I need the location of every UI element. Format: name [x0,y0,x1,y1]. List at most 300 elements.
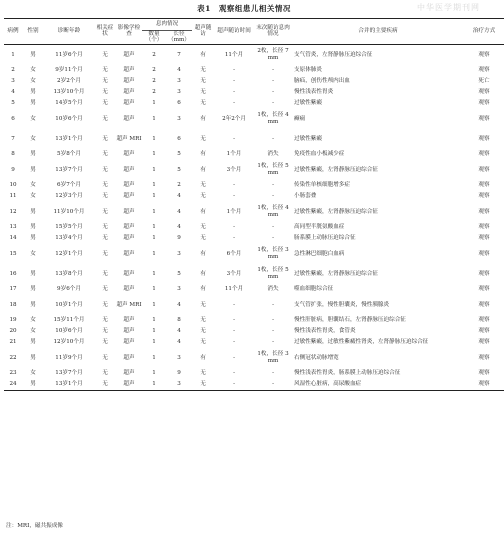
cell-sex: 女 [30,78,36,85]
cell-last-followup: - [272,224,274,231]
cell-imaging: 超声 [123,235,135,242]
cell-sex: 男 [22,379,44,391]
header-symptom: 相关症状 [94,19,116,45]
cell-last-followup: 1枚，长径 3 mm [257,247,289,260]
cell-case-no: 17 [9,286,17,293]
cell-last-followup: - [272,78,274,85]
cell-us-followup: 无 [200,182,206,189]
cell-last-followup: - [272,328,274,335]
cell-us-followup: 无 [200,89,206,96]
cell-imaging: 超声 [123,182,135,189]
cell-treatment: 观察 [478,89,490,96]
cell-length: 2 [177,182,181,189]
header-polyp-group: 息肉情况 [142,19,192,31]
cell-imaging: 超声 [123,250,135,257]
cell-treatment: 观察 [478,224,490,231]
cell-us-followup: 有 [200,354,206,361]
cell-imaging: 超声 [123,193,135,200]
cell-case-no: 24 [4,379,22,391]
cell-length: 3 [177,78,181,85]
cell-treatment: 观察 [478,370,490,377]
cell-length: 7 [177,51,181,58]
cell-us-followup: 无 [200,370,206,377]
cell-symptom: 无 [102,51,108,58]
cell-symptom: 无 [102,100,108,107]
cell-last-followup: - [272,135,274,142]
cell-sex: 女 [30,317,36,324]
cell-imaging: 超声 [123,89,135,96]
cell-age: 11岁9个月 [55,354,83,361]
cell-us-followup-time: - [233,317,235,324]
table-row [4,244,504,264]
cell-treatment: 观察 [478,193,490,200]
cell-imaging: 超声 [123,166,135,173]
cell-sex: 女 [30,67,36,74]
cell-symptom: 无 [102,235,108,242]
cell-disease: 高同型半胱氨酸血症 [294,224,345,231]
cell-treatment: 观察 [478,301,490,308]
cell-disease: 小肠套叠 [294,193,317,200]
cell-age: 2岁2个月 [57,78,81,85]
cell-case-no: 10 [9,182,17,189]
header-last-followup: 末次随访息肉情况 [254,19,292,45]
cell-count: 1 [152,182,156,189]
cell-length: 4 [177,67,181,74]
cell-treatment: 死亡 [478,78,490,85]
table-footnote: 注：MRI，磁共振成像 [6,523,63,529]
cell-age: 13岁4个月 [55,235,83,242]
cell-symptom: 无 [102,67,108,74]
cell-last-followup: 消失 [267,286,279,293]
cell-treatment: 观察 [478,354,490,361]
cell-disease: 慢性浅表性胃炎 [294,89,334,96]
cell-symptom: 无 [102,166,108,173]
cell-us-followup: 有 [200,286,206,293]
cell-sex: 男 [30,354,36,361]
cell-age: 12岁10个月 [53,339,85,346]
cell-age: 9岁11个月 [55,67,83,74]
cell-last-followup: - [272,317,274,324]
table-row [4,180,504,191]
cell-length: 6 [177,100,181,107]
cell-us-followup: 无 [200,78,206,85]
cell-last-followup: 1枚，长径 4 mm [257,112,289,125]
cell-us-followup: 无 [200,224,206,231]
cell-us-followup: 无 [200,328,206,335]
cell-us-followup-time: - [233,328,235,335]
cell-sex: 男 [30,51,36,58]
cell-count: 1 [152,250,156,257]
cell-length: 8 [177,317,181,324]
cell-sex: 男 [30,166,36,173]
cell-us-followup: 有 [200,270,206,277]
cell-us-followup-time: - [233,67,235,74]
cell-case-no: 6 [11,115,15,122]
cell-symptom: 无 [102,250,108,257]
cell-symptom: 无 [102,193,108,200]
cell-us-followup: 无 [200,339,206,346]
cell-disease: 过敏性紫癜 [294,100,322,107]
cell-symptom: 无 [102,224,108,231]
watermark-logo: 中华医学期刊网 [417,3,480,12]
cell-imaging: 超声 [123,224,135,231]
table-row [4,44,504,65]
cell-disease: 过敏性紫癜，左肾静脉压迫综合征 [294,166,378,173]
cell-treatment: 观察 [478,235,490,242]
cell-sex: 男 [30,208,36,215]
cell-us-followup-time: 1个月 [226,151,242,158]
cell-case-no: 19 [9,317,17,324]
table-row [4,129,504,149]
cell-length: 3 [166,379,192,391]
table-row [4,98,504,109]
cell-length: 9 [177,235,181,242]
cell-length: 3 [177,354,181,361]
cell-symptom: 无 [102,182,108,189]
cell-sex: 女 [30,370,36,377]
cell-case-no: 3 [11,78,15,85]
cell-us-followup-time: - [233,301,235,308]
table-body [4,44,504,390]
cell-sex: 女 [30,250,36,257]
cell-disease: 癫痫 [294,115,306,122]
table-row [4,233,504,244]
cell-age: 10岁1个月 [55,301,83,308]
cell-case-no: 22 [9,354,17,361]
cell-sex: 男 [30,286,36,293]
table-row [4,326,504,337]
cell-disease: 过敏性紫癜，左肾静脉压迫综合征 [294,208,378,215]
cell-symptom: 无 [102,339,108,346]
cell-symptom: 无 [102,354,108,361]
cell-age: 13岁1个月 [55,135,83,142]
cell-last-followup: 1枚，长径 3 mm [257,351,289,364]
cell-sex: 女 [30,328,36,335]
cell-symptom: 无 [102,286,108,293]
cell-count: 1 [152,354,156,361]
table-row [4,264,504,284]
table-row [4,191,504,202]
cell-age: 6岁7个月 [57,182,81,189]
cell-us-followup-time: - [233,89,235,96]
cell-count: 2 [152,78,156,85]
cell-treatment: 观察 [478,51,490,58]
cell-length: 3 [177,286,181,293]
header-us-followup: 超声随访 [192,19,214,45]
cell-treatment: 观察 [478,339,490,346]
table-row [4,315,504,326]
table-header [4,19,504,45]
cell-sex: 男 [30,100,36,107]
cell-treatment: 观察 [478,286,490,293]
cell-last-followup: 消失 [267,151,279,158]
cell-us-followup-time: - [233,224,235,231]
cell-us-followup: 无 [200,67,206,74]
cell-us-followup-time: - [233,193,235,200]
cell-disease: 传染性单核细胞增多症 [294,182,350,189]
cell-us-followup: 有 [200,51,206,58]
cell-treatment: 观察 [478,100,490,107]
table-row [4,160,504,180]
cell-disease: 风湿性心脏病，高尿酸血症 [292,379,464,391]
cell-length: 3 [177,250,181,257]
cell-last-followup: 1枚，长径 5 mm [257,267,289,280]
cell-count: 2 [152,89,156,96]
cell-length: 4 [177,339,181,346]
cell-case-no: 14 [9,235,17,242]
cell-count: 1 [152,193,156,200]
cell-imaging: 超声 [123,317,135,324]
table-row [4,65,504,76]
cell-sex: 女 [30,193,36,200]
cell-us-followup-time: 1个月 [226,208,242,215]
cell-count: 1 [152,135,156,142]
cell-count: 1 [152,370,156,377]
cell-disease: 噬血细胞综合征 [294,286,334,293]
cell-age: 13岁7个月 [55,166,83,173]
header-count: 数量（个） [142,31,166,45]
cell-imaging: 超声 [123,51,135,58]
cell-symptom: 无 [102,270,108,277]
cell-us-followup: 无 [200,100,206,107]
cell-treatment: 观察 [478,328,490,335]
cell-symptom: 无 [102,370,108,377]
cell-age: 14岁5个月 [55,100,83,107]
cell-case-no: 1 [11,51,15,58]
cell-disease: 过敏性紫癜 [294,135,322,142]
cell-us-followup-time: - [214,379,254,391]
table-row [4,368,504,379]
cell-disease: 急性淋巴细胞白血病 [294,250,345,257]
cell-last-followup: - [254,379,292,391]
cell-sex: 女 [30,115,36,122]
cell-age: 11岁6个月 [55,51,83,58]
cell-age: 12岁3个月 [55,193,83,200]
cell-symptom: 无 [102,301,108,308]
cell-us-followup-time: - [233,100,235,107]
cell-treatment: 观察 [478,151,490,158]
cell-case-no: 4 [11,89,15,96]
cell-last-followup: 1枚，长径 4 mm [257,205,289,218]
header-sex: 性别 [22,19,44,45]
cell-sex: 男 [30,89,36,96]
cell-count: 1 [152,151,156,158]
cell-treatment: 观察 [478,115,490,122]
cell-imaging: 超声 [123,370,135,377]
cell-us-followup-time: 11个月 [224,51,244,58]
cell-treatment: 观察 [478,208,490,215]
cell-us-followup: 有 [200,166,206,173]
cell-us-followup: 有 [200,151,206,158]
cell-us-followup: 无 [192,379,214,391]
cell-imaging: 超声 [123,270,135,277]
cell-symptom: 无 [94,379,116,391]
cell-case-no: 18 [9,301,17,308]
cell-count: 1 [152,301,156,308]
cell-case-no: 12 [9,208,17,215]
cell-us-followup: 有 [200,250,206,257]
cell-case-no: 11 [9,193,17,200]
cell-us-followup-time: 11个月 [224,286,244,293]
cell-length: 3 [177,115,181,122]
cell-last-followup: - [272,67,274,74]
cell-us-followup-time: - [233,78,235,85]
cell-symptom: 无 [102,151,108,158]
cell-sex: 女 [30,182,36,189]
cell-disease: 肠系膜上动脉压迫综合征 [294,235,356,242]
cell-length: 4 [177,301,181,308]
cell-imaging: 超声 [123,328,135,335]
cell-us-followup-time: - [233,135,235,142]
cell-last-followup: - [272,89,274,96]
cell-sex: 女 [30,135,36,142]
cell-treatment: 观察 [478,182,490,189]
header-length: 长径（mm） [166,31,192,45]
cell-us-followup-time: - [233,354,235,361]
cell-age: 10岁6个月 [55,115,83,122]
header-imaging: 影像学检查 [116,19,142,45]
cell-us-followup: 有 [200,208,206,215]
cell-imaging: 超声 MRI [116,301,142,308]
cell-age: 10岁6个月 [55,328,83,335]
cell-disease: 支气管扩张，慢性胆囊炎，慢性胰腺炎 [294,301,390,308]
cell-us-followup-time: - [233,370,235,377]
cell-imaging: 超声 [123,100,135,107]
cell-symptom: 无 [102,78,108,85]
cell-us-followup-time: - [233,339,235,346]
cell-case-no: 23 [9,370,17,377]
cell-treatment: 观察 [478,67,490,74]
cell-length: 3 [177,89,181,96]
cell-age: 12岁1个月 [55,250,83,257]
cell-disease: 免疫性血小板减少症 [294,151,345,158]
cell-imaging: 超声 [123,115,135,122]
cell-imaging: 超声 [116,379,142,391]
cell-count: 2 [152,51,156,58]
cell-case-no: 9 [11,166,15,173]
table-row [4,109,504,129]
cell-imaging: 超声 [123,339,135,346]
cell-us-followup-time: 3个月 [226,166,242,173]
table-row [4,149,504,160]
cell-symptom: 无 [102,135,108,142]
cell-count: 1 [152,115,156,122]
cell-us-followup: 无 [200,317,206,324]
cell-symptom: 无 [102,328,108,335]
cell-disease: 脑疝，创伤性颅内出血 [294,78,350,85]
cell-us-followup-time: 6个月 [226,250,242,257]
cell-age: 9岁6个月 [57,286,81,293]
header-case-no: 病例 [4,19,22,45]
cell-disease: 过敏性紫癜，过敏性紫癜性肾炎，左肾静脉压迫综合征 [294,339,429,346]
cell-age: 11岁10个月 [53,208,85,215]
table-row [4,87,504,98]
cell-case-no: 5 [11,100,15,107]
table-row [4,337,504,348]
cell-imaging: 超声 [123,208,135,215]
cell-age: 15岁5个月 [55,224,83,231]
cell-last-followup: - [272,235,274,242]
cell-treatment: 观察 [478,135,490,142]
table-title: 表1 观察组患儿相关情况 [197,4,291,13]
cell-disease: 右侧冠状动脉增宽 [294,354,339,361]
cell-imaging: 超声 [123,286,135,293]
cell-count: 1 [152,270,156,277]
cell-us-followup: 无 [200,301,206,308]
cell-sex: 男 [30,151,36,158]
table-row [4,222,504,233]
cell-count: 1 [152,317,156,324]
cell-last-followup: 2枚，长径 7 mm [257,48,289,61]
cell-length: 5 [177,270,181,277]
cell-last-followup: - [272,370,274,377]
cell-disease: 支原体肺炎 [294,67,322,74]
cell-count: 1 [152,235,156,242]
cell-case-no: 16 [9,270,17,277]
cell-length: 4 [177,328,181,335]
cell-sex: 男 [30,301,36,308]
cell-age: 15岁11个月 [53,317,85,324]
cell-treatment: 观察 [464,379,504,391]
cell-imaging: 超声 MRI [116,135,142,142]
patient-table [4,18,504,391]
table-row [4,295,504,315]
cell-imaging: 超声 [123,78,135,85]
cell-disease: 支气管炎，左肾静脉压迫综合征 [294,51,373,58]
cell-case-no: 7 [11,135,15,142]
cell-length: 6 [177,135,181,142]
cell-count: 1 [152,224,156,231]
cell-length: 9 [177,370,181,377]
cell-imaging: 超声 [123,354,135,361]
cell-count: 1 [152,100,156,107]
cell-length: 4 [177,208,181,215]
cell-count: 2 [152,67,156,74]
cell-symptom: 无 [102,208,108,215]
cell-symptom: 无 [102,115,108,122]
cell-symptom: 无 [102,89,108,96]
cell-last-followup: - [272,193,274,200]
cell-last-followup: - [272,100,274,107]
cell-age: 13岁1个月 [44,379,94,391]
cell-us-followup-time: - [233,235,235,242]
cell-length: 4 [177,193,181,200]
cell-last-followup: 1枚，长径 5 mm [257,163,289,176]
cell-count: 1 [152,328,156,335]
cell-imaging: 超声 [123,151,135,158]
cell-case-no: 13 [9,224,17,231]
cell-count: 1 [142,379,166,391]
cell-us-followup: 无 [200,235,206,242]
cell-treatment: 观察 [478,317,490,324]
table-row [4,379,504,391]
table-row [4,202,504,222]
cell-treatment: 观察 [478,250,490,257]
cell-length: 5 [177,151,181,158]
cell-sex: 男 [30,224,36,231]
cell-length: 4 [177,224,181,231]
cell-last-followup: - [272,182,274,189]
cell-us-followup-time: 3个月 [226,270,242,277]
cell-last-followup: - [272,301,274,308]
cell-disease: 过敏性紫癜，左肾静脉压迫综合征 [294,270,378,277]
cell-age: 13岁8个月 [55,270,83,277]
cell-symptom: 无 [102,317,108,324]
cell-length: 5 [177,166,181,173]
cell-us-followup: 无 [200,135,206,142]
cell-sex: 男 [30,235,36,242]
cell-treatment: 观察 [478,166,490,173]
